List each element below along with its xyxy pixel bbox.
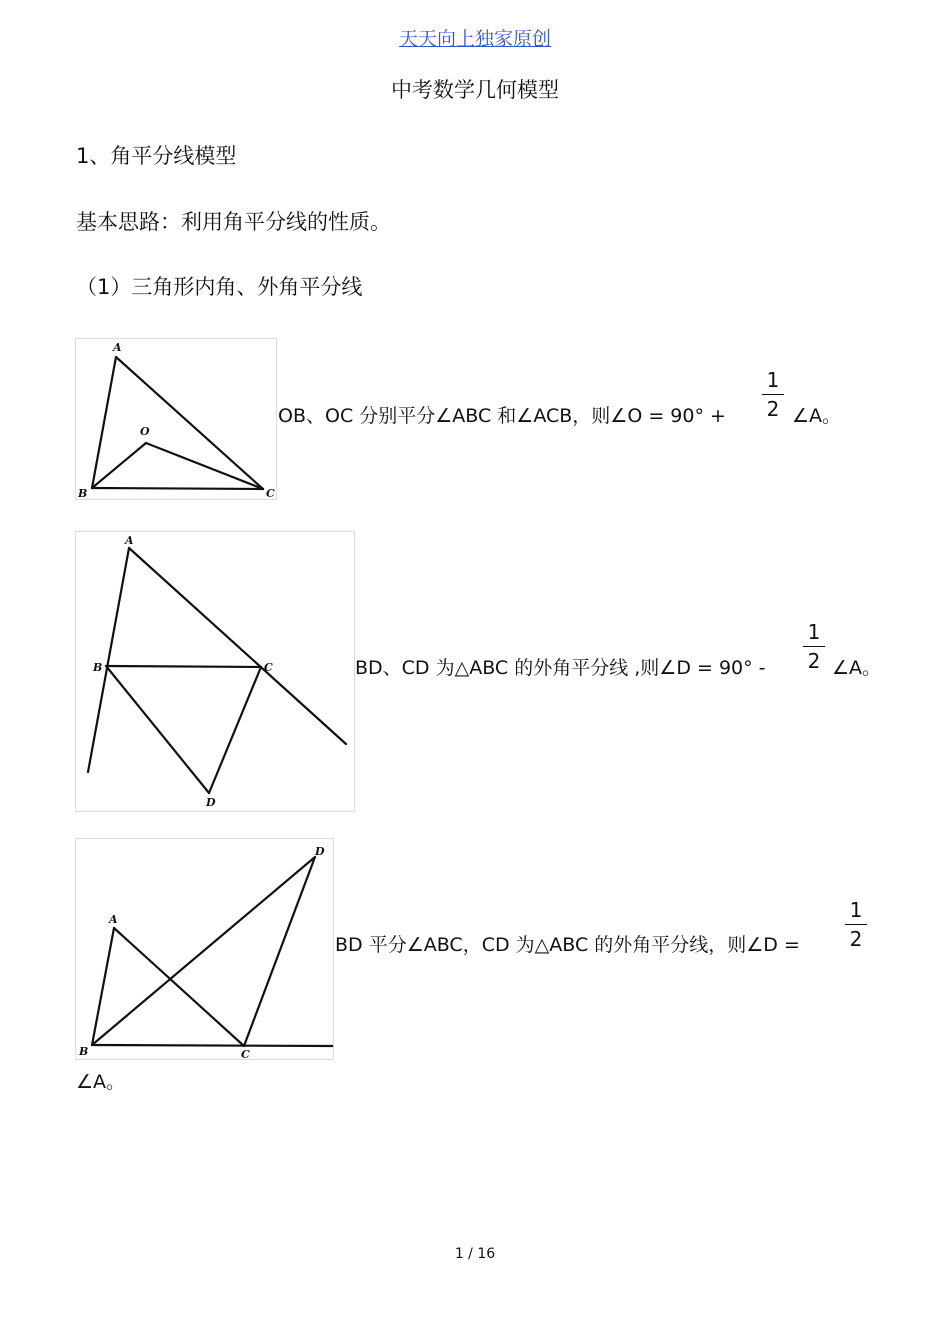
figure-1-fraction [762,368,784,421]
basic-idea-text: 基本思路：利用角平分线的性质。 [76,210,391,234]
figure-1-statement-before: OB、OC 分别平分∠ABC 和∠ACB，则∠O = 90° + [278,405,726,427]
segment-ab-extended [88,548,129,772]
label-b: B [93,661,103,674]
figure-2-fraction [803,620,825,673]
fraction-denominator: 2 [807,649,821,673]
segment-ac [114,928,244,1046]
label-c: C [266,487,275,499]
label-d: D [315,845,325,858]
fraction-bar [762,394,784,395]
segment-bd [92,857,315,1045]
figure-1-triangle-internal-bisectors [75,338,277,500]
segment-ac [116,357,263,489]
segment-bc-extended [92,1045,333,1046]
figure-3-statement [335,930,800,957]
label-b: B [79,1045,89,1058]
figure-2-statement [355,653,766,680]
figure-3-statement-before: BD 平分∠ABC，CD 为△ABC 的外角平分线，则∠D = [335,934,800,956]
figure-2-statement-before: BD、CD 为△ABC 的外角平分线 ,则∠D = 90° - [355,657,766,679]
label-a: A [125,534,134,547]
fraction-bar [803,646,825,647]
subsection-heading: （1）三角形内角、外角平分线 [76,275,363,299]
label-d: D [206,796,216,809]
segment-oc [146,443,263,489]
label-o: O [140,425,150,438]
label-a: A [113,341,122,354]
header-link[interactable]: 天天向上独家原创 [398,28,551,50]
label-b: B [78,487,88,499]
page-indicator: 1 / 16 [454,1246,496,1262]
figure-3-diagram [76,839,333,1059]
figure-1-statement-after: ∠A。 [792,405,842,427]
section-heading: 1、角平分线模型 [76,144,237,168]
segment-ab [92,357,116,488]
figure-1-statement [278,401,726,428]
fraction-denominator: 2 [766,397,780,421]
figure-3-fraction [845,898,867,951]
figure-2-statement-after: ∠A。 [832,657,882,679]
segment-ab [92,928,114,1045]
fraction-denominator: 2 [849,927,863,951]
figure-3-statement-after: ∠A。 [76,1071,126,1093]
segment-cd [209,667,261,793]
figure-1-diagram [76,339,276,499]
segment-bd [106,666,209,793]
figure-3-internal-external-bisectors [75,838,334,1060]
figure-2-diagram [76,532,354,811]
figure-2-triangle-external-bisectors [75,531,355,812]
segment-ac-extended [129,548,346,744]
fraction-numerator: 1 [849,898,863,922]
label-c: C [241,1048,250,1059]
segment-bc [92,488,263,489]
label-a: A [109,913,118,926]
segment-bc [106,666,261,667]
fraction-numerator: 1 [807,620,821,644]
fraction-bar [845,924,867,925]
page-title: 中考数学几何模型 [391,78,559,102]
fraction-numerator: 1 [766,368,780,392]
segment-cd [244,857,315,1046]
label-c: C [264,661,273,674]
